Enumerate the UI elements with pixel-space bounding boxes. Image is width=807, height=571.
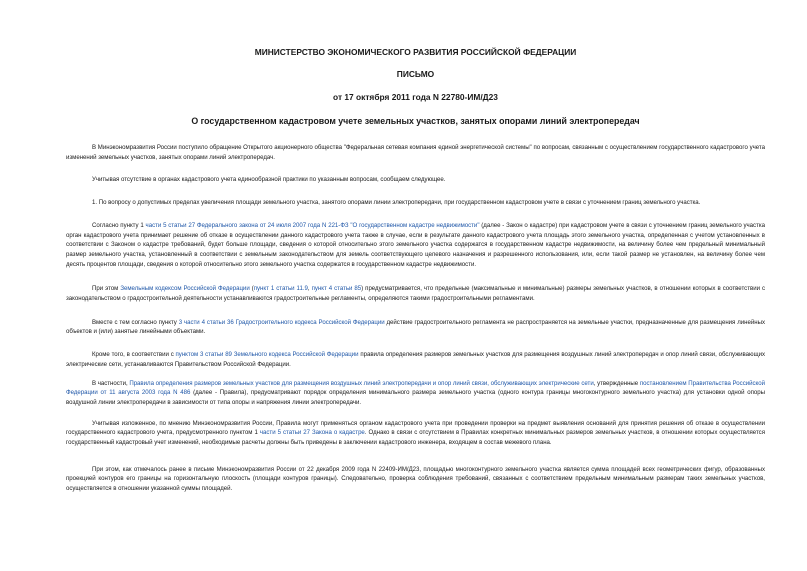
paragraph-notice: Учитывая отсутствие в органах кадастрового учета единообразной практики по указанным вопросам, сообщаем следующее. — [92, 176, 446, 184]
text-fragment: Кроме того, в соответствии с — [92, 351, 176, 359]
paragraph-multicontour: При этом, как отмечалось ранее в письме Минэкономразвития России от 22 декабря 2009 года N 22409-ИМ/Д23, площадью многоконтурного земельного участка является сумма площадей всех геометрических фигур, образованных проекцией контуров его границы на горизонтальную плоскость (площади контуров границы). Следовательно, проверка соблюдения требований, связанных с соответствием предельным минимальным размерам таких земельных участков, осуществляется в отношении указанной суммы площадей. — [66, 465, 765, 493]
ministry-heading: МИНИСТЕРСТВО ЭКОНОМИЧЕСКОГО РАЗВИТИЯ РОССИЙСКОЙ ФЕДЕРАЦИИ — [254, 47, 577, 57]
text-fragment: , — [307, 285, 312, 293]
document-date-number: от 17 октября 2011 года N 22780-ИМ/Д23 — [333, 92, 498, 102]
link-cadastre-law[interactable]: части 5 статьи 27 Федерального закона от 24 июля 2007 года N 221-ФЗ "О государственном кадастре недвижимости" — [145, 221, 480, 229]
paragraph-law-reference — [66, 221, 765, 270]
paragraph-intro: В Минэкономразвития России поступило обращение Открытого акционерного общества "Федеральная сетевая компания единой энергетической системы" по вопросам, связанным с осуществлением государственного кадастрового учета изменений земельных участков, занятых опорами линий электропередач. — [66, 144, 765, 161]
link-government-decree-486[interactable]: постановлением Правительства Российской Федерации от 11 августа 2003 года N 486 — [66, 379, 765, 397]
text-fragment: , утвержденные — [593, 379, 640, 387]
text-fragment: В частности, — [92, 379, 130, 387]
document-type-heading: ПИСЬМО — [396, 69, 435, 79]
link-article-27-part-5[interactable]: части 5 статьи 27 Закона о кадастре — [259, 429, 365, 437]
text-fragment: ) предусматривается, что предельные (максимальные и минимальные) размеры земельных участков, в отношении которых в соответствии с законодательством о градостроительной деятельности устанавливаются градостроительные регламенты, определяются такими градостроительными регламентами. — [66, 285, 765, 303]
text-fragment: Вместе с тем согласно пункту — [92, 318, 179, 326]
link-article-89[interactable]: пунктом 3 статьи 89 Земельного кодекса Российской Федерации — [175, 351, 359, 359]
paragraph-urban-code — [66, 318, 765, 337]
link-urban-planning-code[interactable]: 3 части 4 статьи 36 Градостроительного кодекса Российской Федерации — [178, 318, 385, 326]
text-fragment: (далее - Правила), предусматривают порядок определения минимального размера земельного участка (одного контура границы многоконтурного земельного участка) для установки одной опоры воздушной линии электропередачи в зависимости от типа опоры и напряжения линии электропередачи. — [66, 389, 765, 406]
text-fragment: ( — [249, 285, 254, 293]
link-land-code[interactable]: Земельным кодексом Российской Федерации — [120, 285, 250, 293]
paragraph-question-1: 1. По вопросу о допустимых пределах увеличения площади земельного участка, занятого опорами линии электропередачи, при государственном кадастровом учете в связи с уточнением границ земельного участка. — [92, 199, 701, 207]
paragraph-land-code — [66, 284, 765, 303]
text-fragment: Согласно пункту 1 — [92, 221, 146, 229]
paragraph-rules — [66, 379, 765, 408]
text-fragment: При этом — [92, 285, 121, 293]
link-article-85[interactable]: пункт 4 статьи 85 — [311, 285, 362, 293]
text-fragment: . Однако в связи с отсутствием в Правилах конкретных минимальных размеров земельных участков, в отношении которых осуществляется государственный кадастровый учет изменений, необходимые расчеты должны быть приведены в заключении кадастрового инженера, входящем в состав межевого плана. — [66, 429, 765, 447]
text-fragment: Учитывая изложенное, по мнению Минэкономразвития России, Правила могут применяться органом кадастрового учета при проведении проверки на предмет выявления оснований для принятия решения об отказе в осуществлении государственного кадастрового учета, предусмотренного пунктом 1 — [66, 419, 765, 437]
link-article-11-9[interactable]: пункт 1 статьи 11.9 — [253, 285, 308, 293]
link-rules[interactable]: Правила определения размеров земельных участков для размещения воздушных линий электропередачи и опор линий связи, обслуживающих электрические сети — [129, 379, 594, 387]
document-subject: О государственном кадастровом учете земельных участков, занятых опорами линий электропередач — [191, 116, 640, 126]
text-fragment: правила определения размеров земельных участков для размещения воздушных линий электропередач и опор линий связи, обслуживающих электрические сети, устанавливаются Правительством Российской Федерации. — [66, 351, 765, 368]
text-fragment: (далее - Закон о кадастре) при кадастровом учете в связи с уточнением границ земельного участка орган кадастрового учета принимает решение об отказе в осуществлении данного кадастрового учета также в случае, если в результате данного кадастрового учета площадь этого земельного участка, определенная с учетом установленных в соответствии с Законом о кадастре требований, будет больше площади, сведения о которой относительно этого земельного участка содержатся в государственном кадастре недвижимости, на величину более чем предельный минимальный размер земельного участка, установленный в соответствии с земельным законодательством для земель соответствующего целевого назначения и разрешенного использования, или, если такой размер не установлен, на величину более чем десять процентов площади, сведения о которой относительно этого земельного участка содержатся в государственном кадастре недвижимости. — [66, 221, 766, 268]
paragraph-article-89 — [66, 350, 765, 369]
text-fragment: действие градостроительного регламента не распространяется на земельные участки, предназначенные для размещения линейных объектов и (или) занятые линейными объектами. — [66, 318, 765, 336]
paragraph-conclusion — [66, 419, 765, 448]
